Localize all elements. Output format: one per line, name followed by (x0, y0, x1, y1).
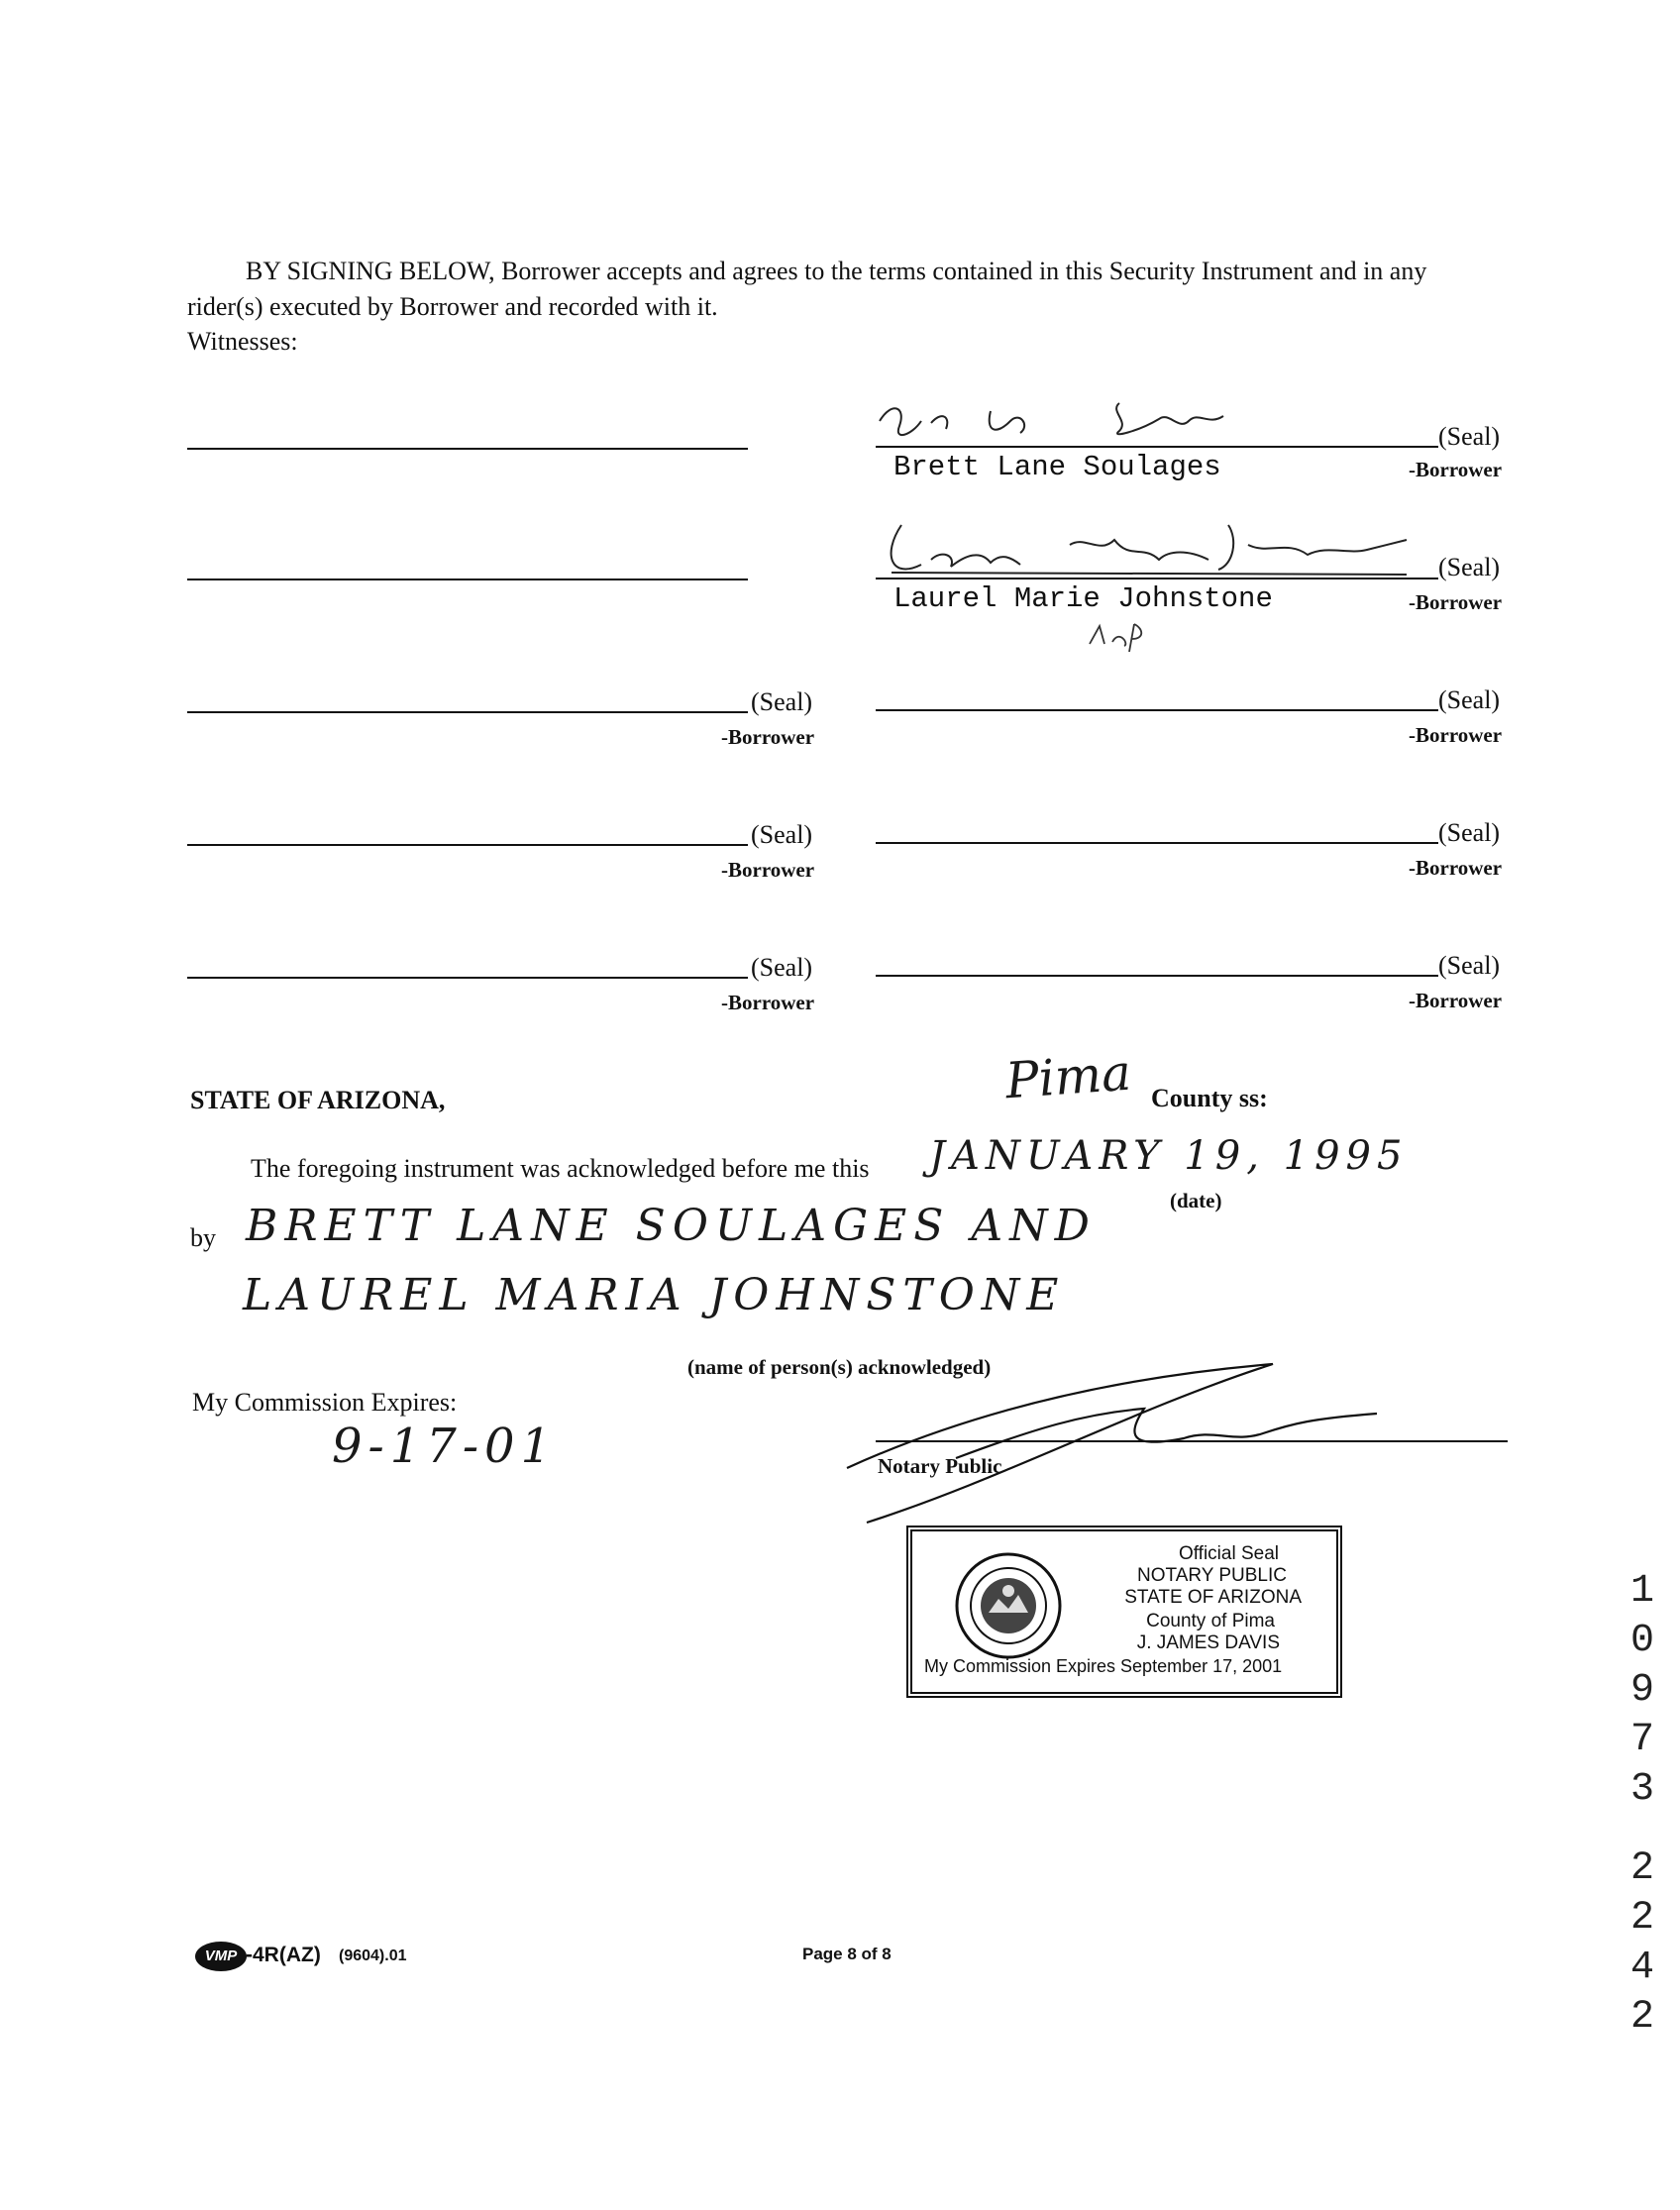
seal-line-1: Official Seal (1178, 1543, 1279, 1564)
seal-left-5: (Seal) (751, 953, 813, 982)
initials-mark (1085, 614, 1154, 654)
date-caption: (date) (1170, 1189, 1222, 1212)
signature-line-right-4 (876, 842, 1438, 844)
persons-caption: (name of person(s) acknowledged) (687, 1355, 992, 1379)
borrower2-name: Laurel Marie Johnstone (893, 582, 1273, 615)
seal-line-5: J. JAMES DAVIS (1136, 1632, 1280, 1653)
signature-line-right-5 (876, 975, 1438, 977)
seal-line-3: STATE OF ARIZONA (1124, 1587, 1302, 1608)
seal-left-3: (Seal) (751, 687, 813, 716)
witness-line-2 (187, 579, 748, 580)
signature-line-left-5 (187, 977, 748, 979)
borrower-label-left-3: -Borrower (721, 725, 815, 749)
intro-line-1: BY SIGNING BELOW, Borrower accepts and agrees to the terms contained in this Security Instrument and in any (246, 257, 1427, 285)
side-digit: 2 (1629, 1896, 1654, 1941)
persons-handwritten-line-1: BRETT LANE SOULAGES AND (246, 1201, 1097, 1251)
page-number: Page 8 of 8 (802, 1945, 892, 1963)
seal-line-6: My Commission Expires September 17, 2001 (924, 1656, 1283, 1676)
borrower1-signature (872, 381, 1268, 451)
side-digit: 2 (1629, 1846, 1654, 1891)
borrower1-name: Brett Lane Soulages (893, 451, 1221, 483)
side-digit: 2 (1629, 1995, 1654, 2040)
witness-line-1 (187, 448, 748, 450)
borrower1-label: -Borrower (1409, 458, 1503, 481)
side-digit: 7 (1629, 1718, 1654, 1762)
form-version: (9604).01 (339, 1947, 407, 1964)
side-digit: 3 (1629, 1767, 1654, 1812)
form-code: -4R(AZ) (246, 1944, 321, 1966)
side-digit: 9 (1629, 1668, 1654, 1713)
borrower1-signature-line (876, 446, 1438, 448)
borrower-label-left-5: -Borrower (721, 991, 815, 1014)
commission-label: My Commission Expires: (192, 1388, 458, 1417)
arizona-state-seal-icon (954, 1551, 1063, 1660)
borrower2-signature (872, 505, 1426, 584)
signature-line-left-3 (187, 711, 748, 713)
borrower2-seal: (Seal) (1438, 553, 1501, 581)
seal-right-3: (Seal) (1438, 685, 1501, 714)
witnesses-label: Witnesses: (187, 327, 298, 356)
side-gap (1625, 1815, 1660, 1844)
acknowledgment-text: The foregoing instrument was acknowledged before me this (251, 1154, 870, 1183)
seal-right-4: (Seal) (1438, 818, 1501, 847)
county-handwritten: Pima (1003, 1043, 1133, 1110)
borrower-label-left-4: -Borrower (721, 858, 815, 882)
side-digit: 4 (1629, 1946, 1654, 1990)
commission-date-handwritten: 9-17-01 (332, 1419, 558, 1474)
signature-line-right-3 (876, 709, 1438, 711)
seal-left-4: (Seal) (751, 820, 813, 849)
borrower2-label: -Borrower (1409, 590, 1503, 614)
intro-line-2: rider(s) executed by Borrower and recorded with it. (187, 292, 718, 321)
notary-label: Notary Public (878, 1454, 1002, 1478)
state-label: STATE OF ARIZONA, (190, 1086, 446, 1114)
seal-line-2: NOTARY PUBLIC (1137, 1565, 1287, 1586)
notary-official-seal (906, 1526, 1342, 1698)
notary-signature (837, 1359, 1392, 1537)
borrower2-signature-line (876, 578, 1438, 579)
side-digit: 1 (1629, 1569, 1654, 1614)
borrower-label-right-3: -Borrower (1409, 723, 1503, 747)
notary-signature-line (876, 1440, 1508, 1442)
borrower-label-right-4: -Borrower (1409, 856, 1503, 880)
borrower-label-right-5: -Borrower (1409, 989, 1503, 1012)
county-label: County ss: (1151, 1084, 1268, 1112)
seal-right-5: (Seal) (1438, 951, 1501, 980)
borrower1-seal: (Seal) (1438, 422, 1501, 451)
persons-handwritten-line-2: LAUREL MARIA JOHNSTONE (243, 1270, 1066, 1320)
side-document-number (1625, 1567, 1660, 2043)
form-logo: VMP (195, 1942, 247, 1971)
acknowledgment-date-handwritten: JANUARY 19, 1995 (929, 1133, 1409, 1179)
side-digit: 0 (1629, 1619, 1654, 1663)
by-label: by (190, 1223, 216, 1252)
seal-line-4: County of Pima (1146, 1611, 1275, 1631)
signature-line-left-4 (187, 844, 748, 846)
